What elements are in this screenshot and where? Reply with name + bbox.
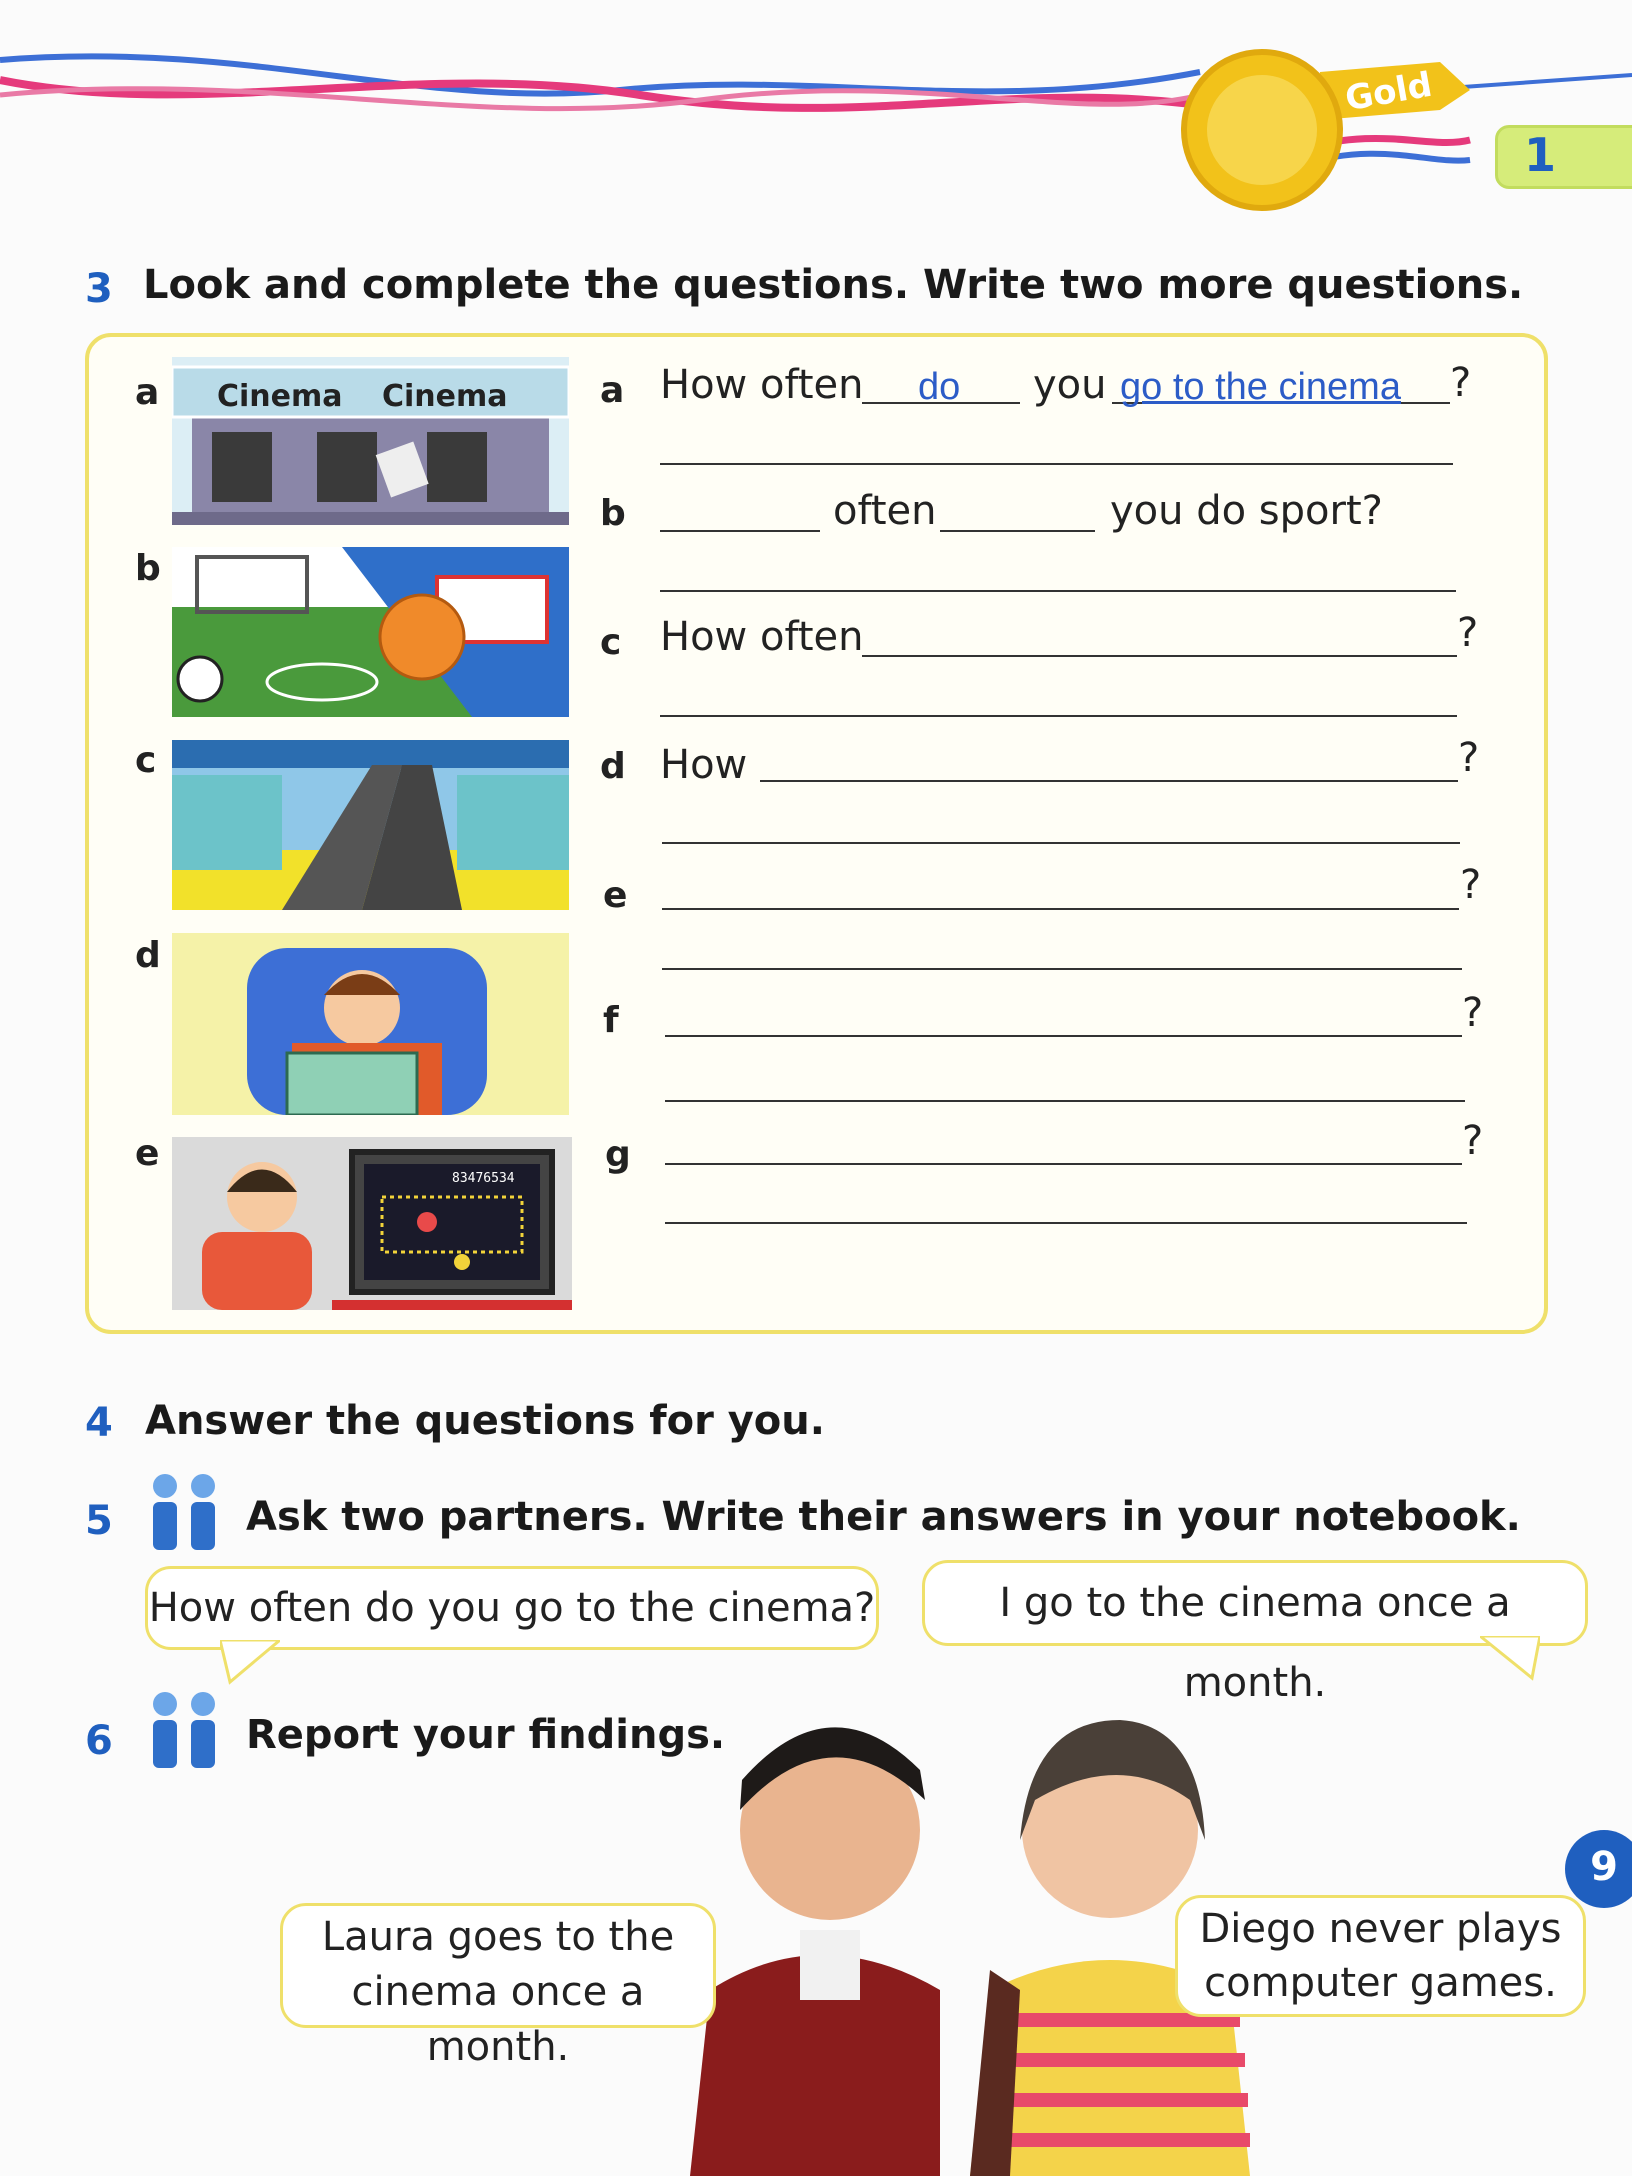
gold-badge-label: Gold: [1342, 64, 1436, 120]
bubble-tail-icon: [220, 1640, 280, 1685]
answer-line-e2[interactable]: [662, 968, 1462, 970]
speech-bubble-answer: I go to the cinema once a month.: [922, 1560, 1588, 1646]
speech-bubble-question: How often do you go to the cinema?: [145, 1566, 879, 1650]
picture-letter-a: a: [135, 372, 160, 413]
question-letter-b: b: [600, 493, 626, 534]
exercise-6-instruction: Report your findings.: [246, 1712, 726, 1758]
question-b-text-1: often: [833, 488, 937, 534]
answer-line-f2[interactable]: [665, 1100, 1465, 1102]
cinema-sign-right: Cinema: [382, 379, 508, 414]
exercise-4-instruction: Answer the questions for you.: [145, 1398, 825, 1444]
question-letter-d: d: [600, 746, 626, 787]
picture-letter-d: d: [135, 935, 161, 976]
answer-line-b2[interactable]: [940, 530, 1095, 532]
answer-line-b3[interactable]: [660, 590, 1456, 592]
sports-picture: [172, 547, 569, 717]
question-d-text: How: [660, 742, 748, 788]
question-c-text: How often: [660, 614, 864, 660]
question-b-text-2: you do sport?: [1110, 488, 1383, 534]
answer-line-c2[interactable]: [660, 715, 1457, 717]
exercise-5-instruction: Ask two partners. Write their answers in your notebook.: [246, 1494, 1521, 1540]
exercise-4-number: 4: [85, 1400, 113, 1446]
page-number: 9: [1565, 1830, 1632, 1908]
question-a-end: ?: [1450, 360, 1472, 406]
answer-line-g1[interactable]: [665, 1163, 1462, 1165]
answer-line-e1[interactable]: [662, 908, 1459, 910]
exercise-3-number: 3: [85, 266, 113, 312]
answer-line-g2[interactable]: [665, 1222, 1467, 1224]
question-letter-f: f: [603, 1000, 619, 1041]
shopping-centre-picture: [172, 740, 569, 910]
unit-number: 1: [1524, 128, 1557, 182]
answer-a-filled-1: do: [918, 366, 961, 408]
header-ribbon: [0, 0, 1632, 230]
game-score: 83476534: [452, 1171, 515, 1186]
exercise-6-number: 6: [85, 1718, 113, 1764]
answer-a-filled-2: go to the cinema: [1120, 366, 1401, 408]
unit-tab: [1495, 125, 1632, 189]
question-f-end: ?: [1462, 990, 1484, 1036]
cinema-sign-left: Cinema: [217, 379, 343, 414]
question-letter-c: c: [600, 622, 622, 663]
exercise-5-number: 5: [85, 1498, 113, 1544]
diego-line-1: Diego never plays: [1199, 1906, 1562, 1952]
speech-bubble-laura: [280, 1903, 716, 2070]
question-letter-e: e: [603, 875, 628, 916]
question-d-end: ?: [1458, 735, 1480, 781]
bubble-tail-icon: [1480, 1636, 1540, 1681]
question-e-end: ?: [1460, 862, 1482, 908]
answer-line-d1[interactable]: [760, 780, 1458, 782]
answer-line-f1[interactable]: [665, 1035, 1462, 1037]
pair-work-icon: [145, 1472, 225, 1552]
question-a-text-1: How often: [660, 362, 864, 408]
answer-line-c1[interactable]: [862, 655, 1457, 657]
gaming-picture: [172, 1137, 572, 1310]
laura-line-2: cinema once a month.: [351, 1969, 645, 2070]
answer-line-a3[interactable]: [660, 463, 1453, 465]
answer-line-b1[interactable]: [660, 530, 820, 532]
laura-line-1: Laura goes to the: [321, 1914, 675, 1960]
exercise-3-instruction: Look and complete the questions. Write two more questions.: [143, 262, 1524, 308]
diego-line-2: computer games.: [1204, 1960, 1557, 2006]
picture-letter-c: c: [135, 740, 157, 781]
picture-letter-b: b: [135, 548, 161, 589]
picture-letter-e: e: [135, 1133, 160, 1174]
answer-line-d2[interactable]: [662, 842, 1460, 844]
question-a-text-2: you: [1033, 362, 1107, 408]
speech-bubble-diego: [1175, 1895, 1586, 2017]
question-letter-g: g: [605, 1134, 631, 1175]
question-c-end: ?: [1457, 610, 1479, 656]
cinema-picture: [172, 357, 569, 525]
pair-work-icon: [145, 1690, 225, 1770]
reading-picture: [172, 933, 569, 1115]
question-letter-a: a: [600, 370, 625, 411]
question-g-end: ?: [1462, 1118, 1484, 1164]
